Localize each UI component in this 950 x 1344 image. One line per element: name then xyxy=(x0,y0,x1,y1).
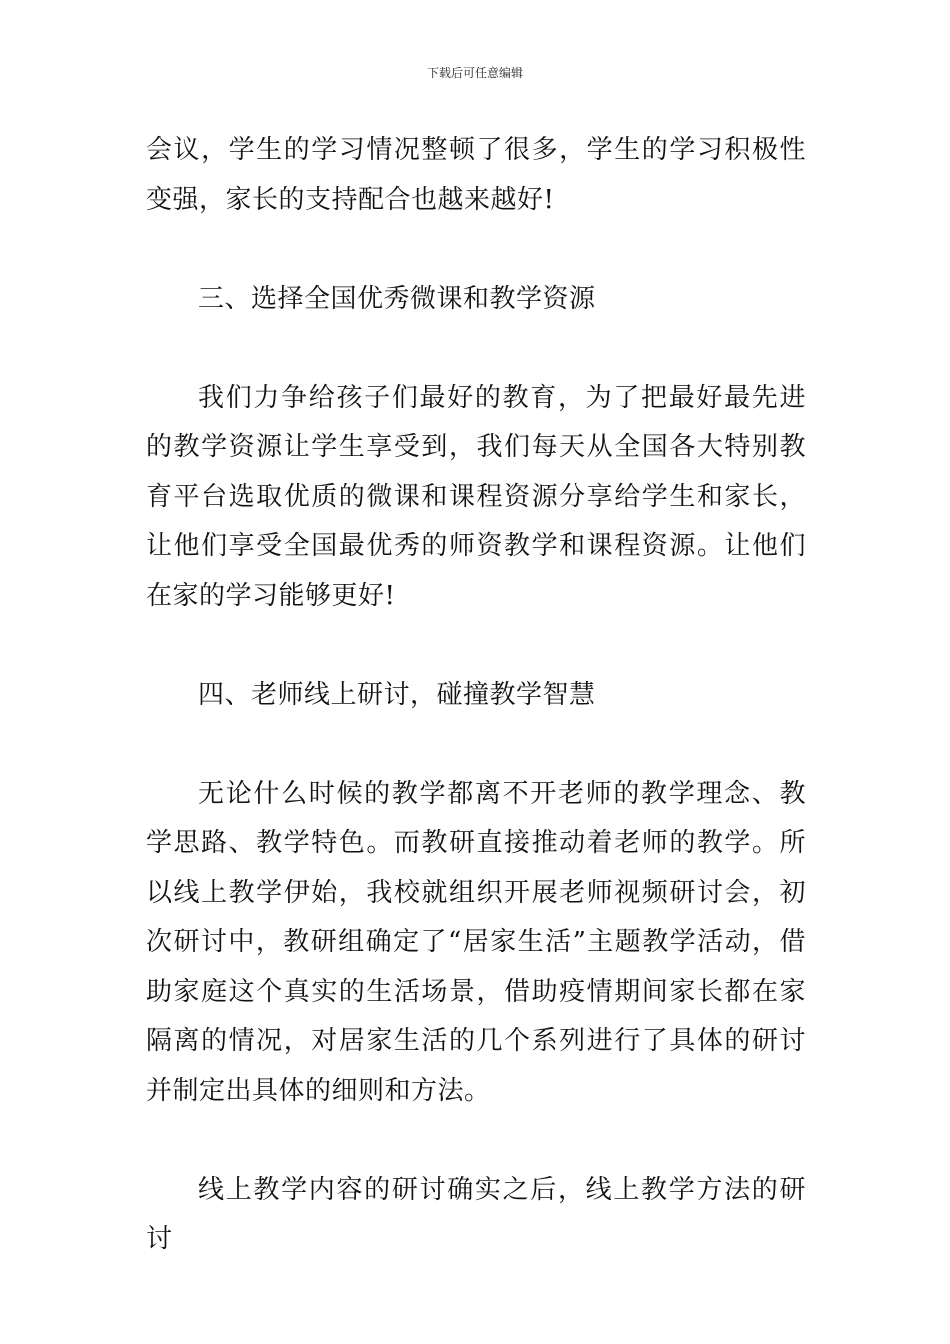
document-body xyxy=(146,126,806,1314)
paragraph: 我们力争给孩子们最好的教育，为了把最好最先进的教学资源让学生享受到，我们每天从全国各大特别教育平台选取优质的微课和课程资源分享给学生和家长，让他们享受全国最优秀的师资教学和课程资源。让他们在家的学习能够更好! xyxy=(146,382,806,611)
paragraph-continuation: 会议，学生的学习情况整顿了很多，学生的学习积极性变强，家长的支持配合也越来越好! xyxy=(146,135,806,215)
section-heading-4: 四、老师线上研讨，碰撞教学智慧 xyxy=(198,679,596,710)
paragraph: 无论什么时候的教学都离不开老师的教学理念、教学思路、教学特色。而教研直接推动着老师的教学。所以线上教学伊始，我校就组织开展老师视频研讨会，初次研讨中，教研组确定了“居家生活”主题教学活动，借助家庭这个真实的生活场景，借助疫情期间家长都在家隔离的情况，对居家生活的几个系列进行了具体的研讨并制定出具体的细则和方法。 xyxy=(146,778,806,1106)
paragraph: 线上教学内容的研讨确实之后，线上教学方法的研讨 xyxy=(146,1174,806,1254)
page-header: 下载后可任意编辑 xyxy=(426,66,523,80)
section-heading-3: 三、选择全国优秀微课和教学资源 xyxy=(198,283,596,314)
